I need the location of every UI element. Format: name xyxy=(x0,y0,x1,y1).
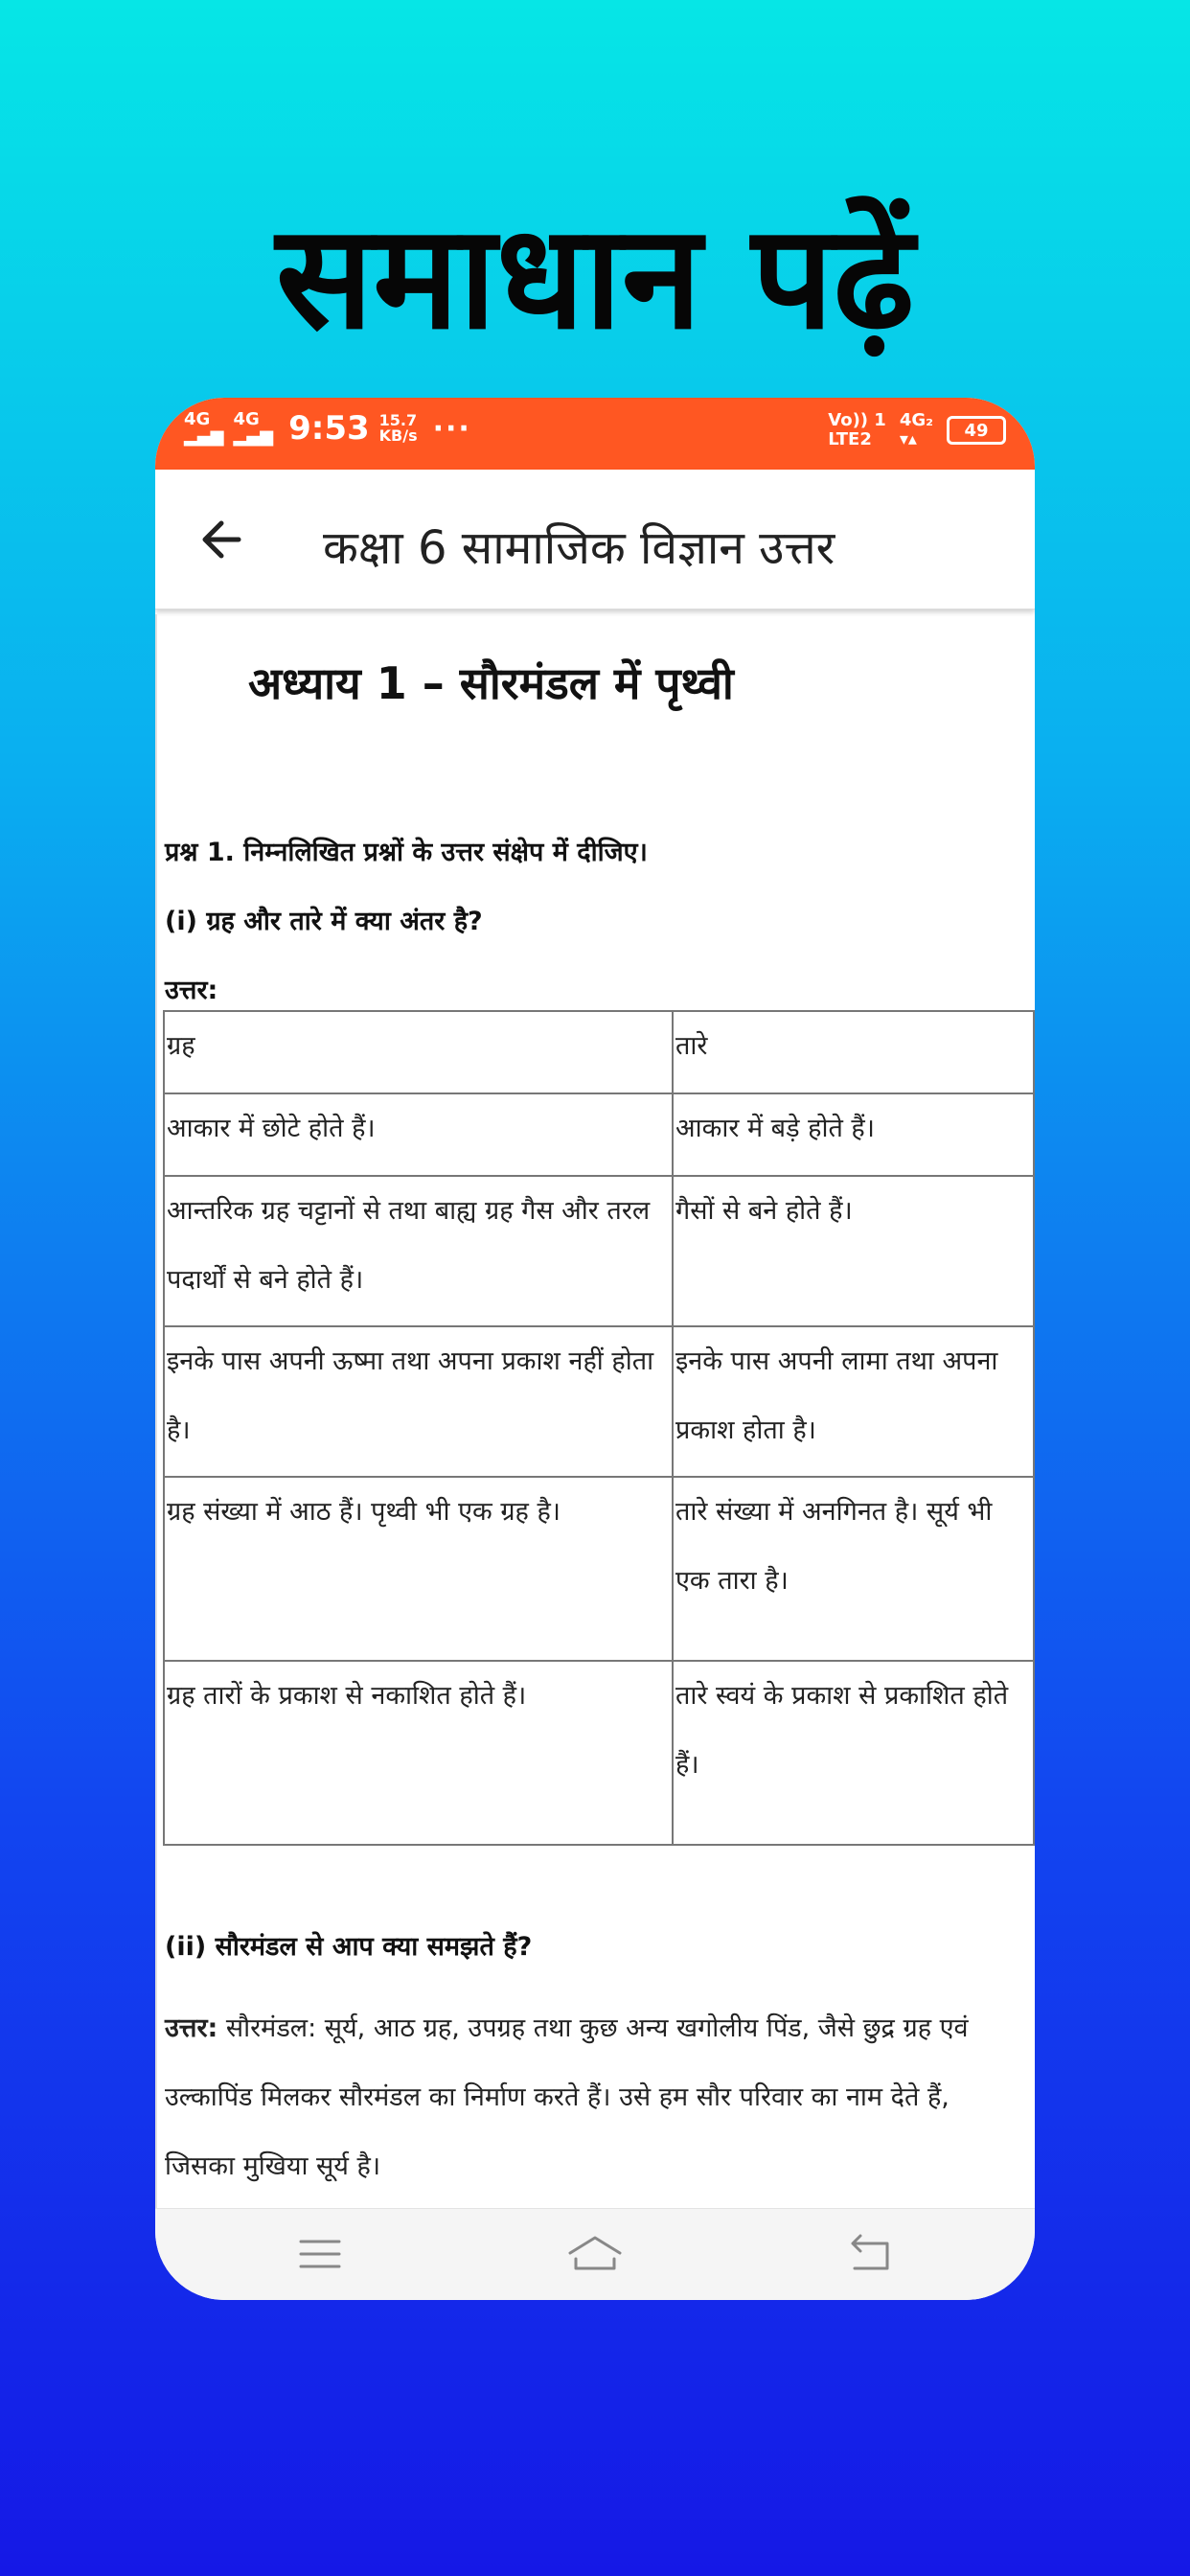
clock: 9:53 xyxy=(288,409,370,448)
table-row xyxy=(164,1477,1034,1661)
menu-icon[interactable] xyxy=(291,2230,349,2278)
table-cell: इनके पास अपनी ऊष्मा तथा अपना प्रकाश नहीं होता है। xyxy=(164,1326,673,1477)
promo-title: समाधान पढ़ें xyxy=(275,195,915,361)
answer-text: सौरमंडल: सूर्य, आठ ग्रह, उपग्रह तथा कुछ अन्य खगोलीय पिंड, जैसे छुद्र ग्रह एवं उल्कापिंड मिलकर सौरमंडल का निर्माण करते हैं। उसे हम सौर परिवार का नाम देते हैं, जिसका मुखिया सूर्य है। xyxy=(165,2013,969,2181)
table-cell: तारे स्वयं के प्रकाश से प्रकाशित होते हैं। xyxy=(673,1661,1034,1845)
sub-question: (i) ग्रह और तारे में क्या अंतर है? xyxy=(165,907,483,936)
table-cell: गैसों से बने होते हैं। xyxy=(673,1176,1034,1326)
question-heading: प्रश्न 1. निम्नलिखित प्रश्नों के उत्तर संक्षेप में दीजिए। xyxy=(165,838,648,867)
back-icon[interactable] xyxy=(841,2230,899,2278)
table-row xyxy=(164,1326,1034,1477)
table-row xyxy=(164,1176,1034,1326)
status-bar xyxy=(155,398,1035,470)
network-speed: 15.7 KB/s xyxy=(378,411,418,445)
app-title: कक्षा 6 सामाजिक विज्ञान उत्तर xyxy=(323,521,835,575)
sub-question-2: (ii) सौरमंडल से आप क्या समझते हैं? xyxy=(165,1932,533,1962)
answer-label: उत्तर: xyxy=(165,976,218,1005)
app-bar xyxy=(155,470,1035,610)
navigation-bar xyxy=(155,2208,1035,2300)
volte-indicator: Vo)) 1 LTE2 xyxy=(828,410,886,449)
content-area[interactable] xyxy=(155,614,1035,2209)
table-cell: ग्रह संख्या में आठ हैं। पृथ्वी भी एक ग्रह है। xyxy=(164,1477,673,1661)
table-cell: आन्तरिक ग्रह चट्टानों से तथा बाह्य ग्रह गैस और तरल पदार्थों से बने होते हैं। xyxy=(164,1176,673,1326)
home-icon[interactable] xyxy=(566,2230,624,2278)
table-cell: इनके पास अपनी लामा तथा अपना प्रकाश होता है। xyxy=(673,1326,1034,1477)
signal-icon: 4G ▂▄▆ xyxy=(184,409,224,447)
phone-frame xyxy=(155,398,1035,2300)
table-cell: तारे संख्या में अनगिनत है। सूर्य भी एक तारा है। xyxy=(673,1477,1034,1661)
signal-icon-2: 4G ▂▄▆ xyxy=(233,409,274,447)
battery-icon: 49 xyxy=(947,416,1006,445)
answer-label-2: उत्तर: xyxy=(165,2013,218,2043)
table-cell: आकार में बड़े होते हैं। xyxy=(673,1093,1034,1176)
comparison-table xyxy=(163,1010,1035,1846)
table-row xyxy=(164,1661,1034,1845)
table-row xyxy=(164,1093,1034,1176)
table-cell: ग्रह xyxy=(164,1011,673,1093)
answer-paragraph xyxy=(165,1994,1027,2201)
table-cell: तारे xyxy=(673,1011,1034,1093)
table-cell: आकार में छोटे होते हैं। xyxy=(164,1093,673,1176)
table-row xyxy=(164,1011,1034,1093)
more-notifications-icon: ··· xyxy=(432,411,471,446)
table-cell: ग्रह तारों के प्रकाश से नकाशित होते हैं। xyxy=(164,1661,673,1845)
back-arrow-icon[interactable] xyxy=(189,506,256,573)
chapter-title: अध्याय 1 – सौरमंडल में पृथ्वी xyxy=(248,657,734,709)
mobile-data-icon: 4G₂ ▾▴ xyxy=(899,410,933,449)
